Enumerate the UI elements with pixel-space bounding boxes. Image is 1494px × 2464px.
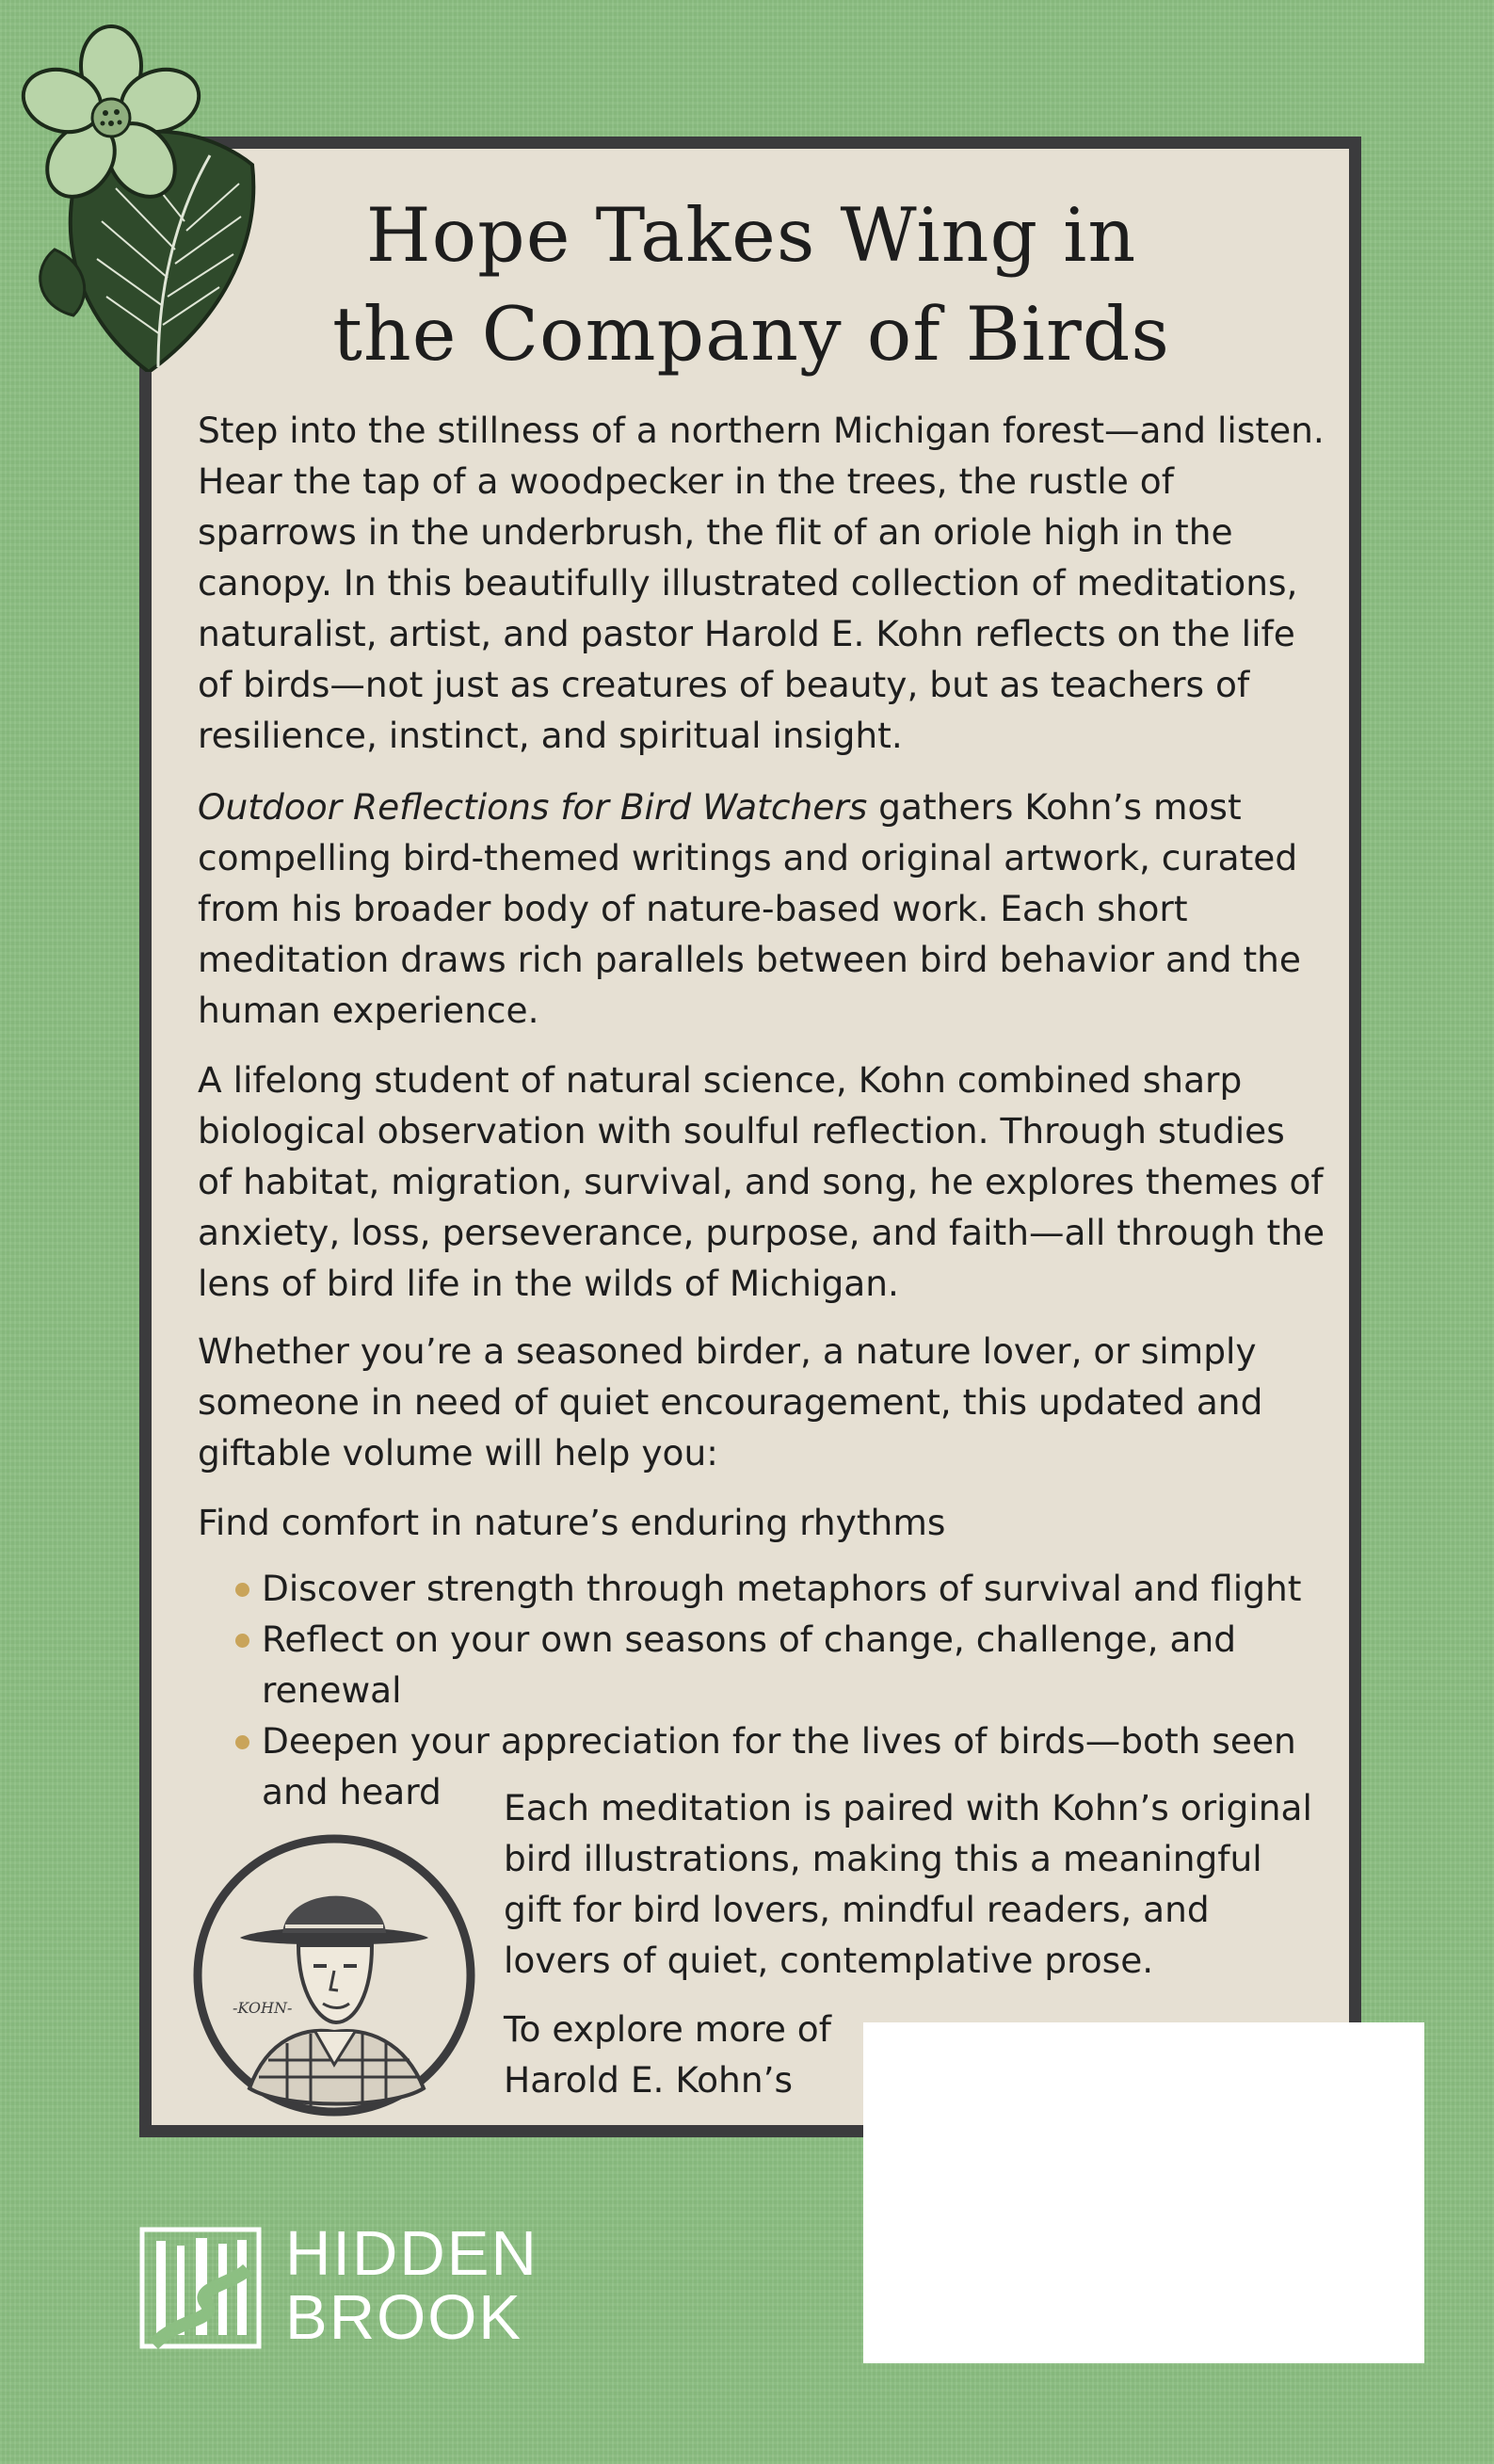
list-item [235, 1614, 1346, 1715]
audience-paragraph: Whether you’re a seasoned birder, a nature lover, or simply someone in need of quiet encouragement, this updated and giftable volume will help you: [198, 1330, 1263, 1474]
explore-line-2: Harold E. Kohn’s [504, 2059, 794, 2101]
list-item-text: Reflect on your own seasons of change, challenge, and renewal [262, 1619, 1237, 1711]
title-line-1: Hope Takes Wing in [365, 192, 1137, 279]
portrait-signature: -KOHN- [233, 1999, 293, 2017]
publisher-logo [139, 2218, 591, 2354]
bullet-dot-icon [235, 1735, 249, 1749]
publisher-name [285, 2218, 538, 2353]
illustration-paragraph: Each meditation is paired with Kohn’s original bird illustrations, making this a meaningful gift for bird lovers, mindful readers, and lovers of quiet, contemplative prose. [504, 1787, 1312, 1981]
bullet-dot-icon [235, 1583, 249, 1597]
title-line-2: the Company of Birds [332, 291, 1170, 378]
book-description-paragraph [198, 781, 1327, 1036]
bullet-dot-icon [235, 1634, 249, 1648]
publisher-name-line-2: BROOK [285, 2282, 522, 2353]
publisher-name-line-1: HIDDEN [285, 2218, 538, 2289]
author-paragraph: A lifelong student of natural science, Kohn combined sharp biological observation with soulful reflection. Through studies of habitat, migration, survival, and song, he explores themes of anxiety, loss, perseverance, purpose, and faith—all through the lens of bird life in the wilds of Michigan. [198, 1059, 1325, 1304]
benefit-list [235, 1563, 1346, 1817]
comfort-line: Find comfort in nature’s enduring rhythms [198, 1502, 946, 1543]
barcode-area [863, 2022, 1424, 2363]
page-title [172, 186, 1330, 384]
list-item [235, 1563, 1346, 1614]
book-title-italic: Outdoor Reflections for Bird Watchers [198, 786, 868, 828]
list-item-text: Deepen your appreciation for the lives of birds—both seen and heard [262, 1720, 1296, 1812]
hidden-brook-logo-icon [139, 2227, 262, 2349]
explore-line-1: To explore more of [504, 2008, 831, 2050]
book-description-text: gathers Kohn’s most compelling bird-themed writings and original artwork, curated from his broader body of nature-based work. Each short meditation draws rich parallels between bird behavior and the human experience. [198, 786, 1302, 1031]
author-portrait-icon [193, 1834, 475, 2117]
list-item-text: Discover strength through metaphors of survival and flight [262, 1568, 1302, 1609]
intro-paragraph: Step into the stillness of a northern Michigan forest—and listen. Hear the tap of a woodpecker in the trees, the rustle of sparrows in the underbrush, the flit of an oriole high in the canopy. In this beautifully illustrated collection of meditations, naturalist, artist, and pastor Harold E. Kohn reflects on the life of birds—not just as creatures of beauty, but as teachers of resilience, instinct, and spiritual insight. [198, 410, 1325, 756]
